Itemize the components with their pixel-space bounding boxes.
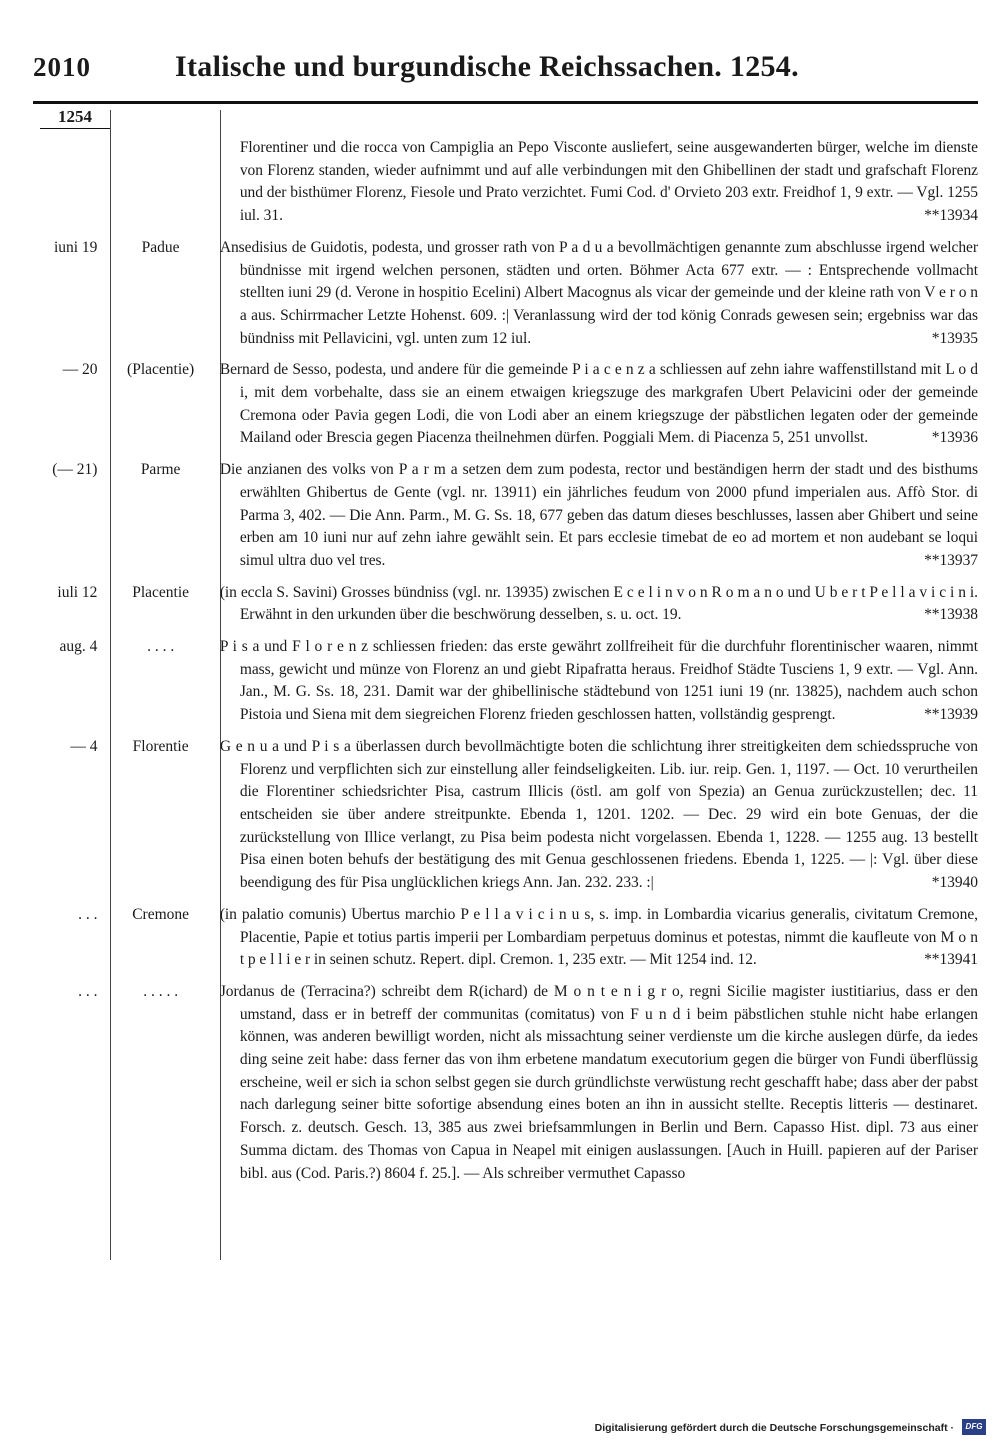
- page-number: 2010: [33, 52, 91, 82]
- regest-entry: [33, 237, 978, 351]
- regest-entry: [33, 459, 978, 573]
- entry-body: [220, 359, 978, 450]
- regesta-list: [33, 135, 978, 1194]
- regest-entry: [33, 904, 978, 972]
- entry-number: **13937: [924, 551, 978, 569]
- funding-notice: Digitalisierung gefördert durch die Deutsche Forschungsgemeinschaft ·: [594, 1422, 954, 1434]
- entry-date: aug. 4: [59, 638, 98, 656]
- entry-text: Bernard de Sesso, podesta, und andere für die gemeinde P i a c e n z a schliessen auf zehn iahre waffenstillstand mit L o d i, mit dem vorbehalte, dass sie an einem etwaigen kriegszuge des markgrafen Ubert Pelavicini oder der gemeinde Cremona oder Pavia gegen Lodi, die von Lodi aber an einem kriegszuge der päbstlichen legaten oder der gemeinde Mailand oder Brescia gegen Piacenza theilnehmen dürfen. Poggiali Mem. di Piacenza 5, 251 unvollst.: [219, 361, 978, 447]
- dfg-logo: DFG: [962, 1419, 986, 1435]
- entry-number: **13938: [924, 606, 978, 624]
- entry-place: . . . .: [147, 638, 175, 656]
- regest-entry: [33, 582, 978, 627]
- entry-place: Florentie: [132, 737, 189, 755]
- entry-date: . . .: [78, 905, 98, 923]
- regest-entry: [33, 137, 978, 228]
- regest-entry: [33, 736, 978, 895]
- entry-place: Parme: [140, 461, 181, 479]
- regest-entry: [33, 636, 978, 727]
- entry-date: — 4: [70, 737, 98, 755]
- page-title: Italische und burgundische Reichssachen. 1254.: [175, 50, 799, 83]
- entry-date: . . .: [78, 982, 98, 1000]
- entry-number: *13935: [931, 329, 978, 347]
- entry-date: iuni 19: [53, 238, 98, 256]
- entry-body: [220, 137, 978, 228]
- entry-body: [220, 981, 978, 1185]
- entry-text: P i s a und F l o r e n z schliessen frieden: das erste gewährt zollfreiheit für die durchfuhr florentinischer waaren, nimmt mass, gewicht und münze von Florenz an und giebt Ripafratta heraus. Freidhof Städte Tusciens 1, 9 extr. — Vgl. Ann. Jan., M. G. Ss. 18, 231. Damit war der ghibellinische städtebund von 1251 iuni 19 (nr. 13825), nachdem auch schon Pistoia und Siena mit dem siegreichen Florenz frieden geschlossen hatten, vollständig gesprengt.: [219, 638, 978, 724]
- entry-place: . . . . .: [143, 982, 179, 1000]
- entry-text: (in palatio comunis) Ubertus marchio P e l l a v i c i n u s, s. imp. in Lombardia vicarius generalis, civitatum Cremone, Placentie, Papie et totius partis imperii per Lombardiam perpetuus dominus et potestas, nimmt die kaufleute von M o n t p e l l i e r in seinen schutz. Repert. dipl. Cremon. 1, 235 extr. — Mit 1254 ind. 12.: [219, 905, 978, 969]
- entry-body: [220, 237, 978, 351]
- entry-body: [220, 459, 978, 573]
- entry-date: — 20: [62, 361, 98, 379]
- entry-text: G e n u a und P i s a überlassen durch bevollmächtigte boten die schlichtung ihrer streitigkeiten dem schiedsspruche von Florenz und verpflichten sich zur einstellung aller feindseligkeiten. Lib. iur. reip. Gen. 1, 1197. — Oct. 10 verurtheilen die Florentiner schiedsrichter Pisa, castrum Illicis (östl. am golf von Spezia) an Genua zurückzustellen; dec. 11 entscheiden sie über andere streitpunkte. Ebenda 1, 1201. 1202. — Dec. 29 wird ein bote Genuas, der die zurückstellung von Illice verlangt, zu Pisa beim podesta nicht vorgelassen. Ebenda 1, 1228. — 1255 aug. 13 bestellt Pisa einen boten behufs der bestätigung des mit Genua geschlossenen friedens. Ebenda 1, 1225. — |: Vgl. über diese beendigung des für Pisa unglücklichen kriegs Ann. Jan. 232. 233. :|: [219, 737, 978, 892]
- entry-place: Placentie: [132, 583, 190, 601]
- entry-number: **13934: [924, 207, 978, 225]
- entry-text: Die anzianen des volks von P a r m a setzen dem zum podesta, rector und beständigen herrn der stadt und des bisthums erwählten Ghibertus de Gente (vgl. nr. 13911) ein jährliches feudum von 2000 pfund imperialen aus. Affò Stor. di Parma 3, 402. — Die Ann. Parm., M. G. Ss. 18, 677 geben das datum dieses beschlusses, lassen aber Ghibert und seine erben am 10 iuni nur auf zehn iahre gewählt sein. Et pars ecclesie timebat de eo ad mortem et non audebant se loqui simul ultra duo vel tres.: [219, 461, 978, 569]
- entry-body: [220, 636, 978, 727]
- entry-number: **13941: [924, 951, 978, 969]
- entry-place: Padue: [141, 238, 180, 256]
- entry-place: Cremone: [132, 905, 190, 923]
- entry-text: Florentiner und die rocca von Campiglia an Pepo Visconte ausliefert, seine ausgewanderten bürger, welche im dienste von Florenz standen, wieder aufnimmt und auf alle verbindungen mit den Ghibellinen der stadt und grafschaft Florenz und der bisthümer Florenz, Fiesole und Prato verzichtet. Fumi Cod. d' Orvieto 203 extr. Freidhof 1, 9 extr. — Vgl. 1255 iul. 31.: [239, 139, 978, 225]
- entry-body: [220, 582, 978, 627]
- regest-entry: [33, 981, 978, 1185]
- entry-body: [220, 904, 978, 972]
- entry-number: *13936: [931, 429, 978, 447]
- entry-date: iuli 12: [57, 583, 98, 601]
- entry-date: (— 21): [52, 461, 98, 479]
- entry-text: Jordanus de (Terracina?) schreibt dem R(ichard) de M o n t e n i g r o, regni Sicilie magister iustitiarius, dass er den umstand, dass er in betreff der communitas (comitatus) von F u n d i beim päbstlichen stuhle nicht habe erlangen können, was anderen bewilligt worden, nicht als missachtung seiner verdienste um die kirche auslegen dürfe, da iedes ding seine zeit habe: dass ferner das von ihm erbetene mandatum executorium gegen die bürger von Fundi überflüssig erscheine, weil er sich ia schon selbst gegen sie durch gründlichste verwüstung recht geschafft habe; dass aber der pabst nach darlegung seiner bitte sofortige absendung eines boten an ihn in aussicht stellte. Receptis litteris — destinaret. Forsch. z. deutsch. Gesch. 13, 385 aus zwei briefsammlungen in Berlin und Bern. Capasso Hist. dipl. 73 aus einer Summa dictam. des Thomas von Capua in Neapel mit einigen auslassungen. [Auch in Huill. papieren auf der Pariser bibl. aus (Cod. Paris.?) 8604 f. 25.]. — Als schreiber vermuthet Capasso: [219, 982, 978, 1182]
- regest-entry: [33, 359, 978, 450]
- entry-text: Ansedisius de Guidotis, podesta, und grosser rath von P a d u a bevollmächtigen genannte zum abschlusse irgend welcher bündnisse mit irgend welchen personen, städten und orten. Böhmer Acta 677 extr. — : Entsprechende vollmacht stellten iuni 29 (d. Verone in hospitio Ecelini) Albert Macognus als vicar der gemeinde und der kleine rath von V e r o n a aus. Schirrmacher Letzte Hohenst. 609. :| Veranlassung wird der tod könig Conrads gewesen sein; ergebniss war das bündniss mit Pellavicini, vgl. unten zum 12 iul.: [219, 238, 978, 347]
- entry-text: (in eccla S. Savini) Grosses bündniss (vgl. nr. 13935) zwischen E c e l i n v o n R o m a n o und U b e r t P e l l a v i c i n i. Erwähnt in den urkunden über die beschwörung desselben, s. u. oct. 19.: [219, 583, 978, 624]
- entry-place: (Placentie): [127, 361, 195, 379]
- year-underline: [40, 128, 110, 129]
- entry-number: *13940: [931, 874, 978, 892]
- top-rule: [33, 101, 978, 104]
- entry-body: [220, 736, 978, 895]
- entry-number: **13939: [924, 706, 978, 724]
- year-heading: 1254: [58, 107, 92, 126]
